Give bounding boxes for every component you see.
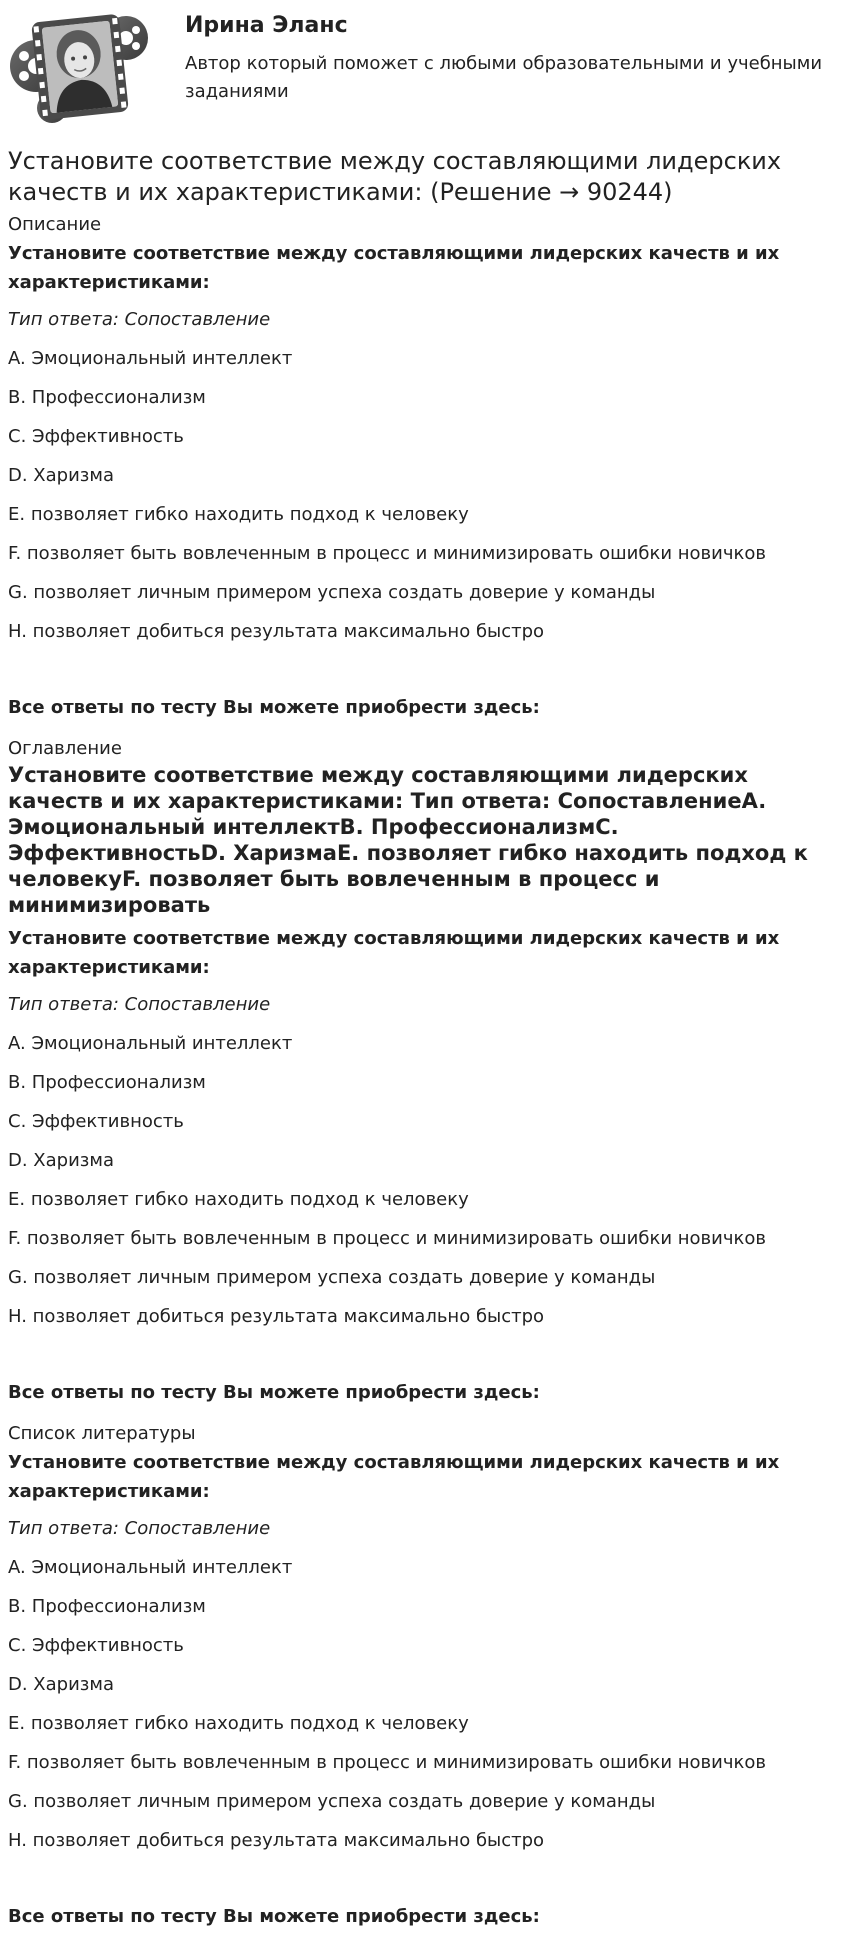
option-item: E. позволяет гибко находить подход к человеку — [8, 1189, 469, 1210]
main-content — [8, 146, 838, 1929]
section-references — [8, 1423, 838, 1929]
option-item: G. позволяет личным примером успеха создать доверие у команды — [8, 1267, 656, 1288]
option-item: B. Профессионализм — [8, 1072, 206, 1093]
option-item: B. Профессионализм — [8, 1596, 206, 1617]
buy-note: Все ответы по тесту Вы можете приобрести здесь: — [8, 1906, 540, 1927]
buy-note: Все ответы по тесту Вы можете приобрести здесь: — [8, 1382, 540, 1403]
answer-type: Тип ответа: Сопоставление — [8, 309, 271, 330]
option-item: B. Профессионализм — [8, 387, 206, 408]
option-item: A. Эмоциональный интеллект — [8, 1557, 293, 1578]
option-item: G. позволяет личным примером успеха создать доверие у команды — [8, 1791, 656, 1812]
option-item: E. позволяет гибко находить подход к человеку — [8, 1713, 469, 1734]
option-item: F. позволяет быть вовлеченным в процесс и минимизировать ошибки новичков — [8, 1228, 766, 1249]
question-text: Установите соответствие между составляющими лидерских качеств и их характеристиками: — [8, 243, 780, 293]
author-header — [0, 0, 847, 135]
option-item: F. позволяет быть вовлеченным в процесс и минимизировать ошибки новичков — [8, 543, 766, 564]
option-item: D. Харизма — [8, 465, 114, 486]
buy-note: Все ответы по тесту Вы можете приобрести здесь: — [8, 697, 540, 718]
option-item: D. Харизма — [8, 1150, 114, 1171]
option-item: H. позволяет добиться результата максимально быстро — [8, 1306, 545, 1327]
option-item: D. Харизма — [8, 1674, 114, 1695]
section-label: Оглавление — [8, 738, 122, 759]
question-text: Установите соответствие между составляющими лидерских качеств и их характеристиками: — [8, 928, 780, 978]
author-description: Автор который поможет с любыми образовательными и учебными заданиями — [185, 53, 823, 102]
option-item: E. позволяет гибко находить подход к человеку — [8, 504, 469, 525]
option-item: H. позволяет добиться результата максимально быстро — [8, 1830, 545, 1851]
section-table-of-contents — [8, 738, 838, 1405]
option-item: G. позволяет личным примером успеха создать доверие у команды — [8, 582, 656, 603]
option-item: A. Эмоциональный интеллект — [8, 1033, 293, 1054]
question-text: Установите соответствие между составляющими лидерских качеств и их характеристиками: — [8, 1452, 780, 1502]
toc-heading: Установите соответствие между составляющими лидерских качеств и их характеристиками: Тип ответа: СопоставлениеA. Эмоциональный интеллектB. ПрофессионализмC. ЭффективностьD. ХаризмаE. позволяет гибко находить подход к человекуF. позволяет быть вовлеченным в процесс и минимизировать — [8, 763, 808, 917]
option-item: H. позволяет добиться результата максимально быстро — [8, 621, 545, 642]
option-item: C. Эффективность — [8, 1111, 184, 1132]
section-label: Описание — [8, 214, 102, 235]
option-item: C. Эффективность — [8, 1635, 184, 1656]
author-avatar — [8, 8, 150, 126]
answer-type: Тип ответа: Сопоставление — [8, 994, 271, 1015]
author-name: Ирина Эланс — [185, 13, 348, 38]
page-title: Установите соответствие между составляющими лидерских качеств и их характеристиками: (Решение → 90244) — [8, 147, 782, 206]
section-description — [8, 214, 838, 720]
option-item: F. позволяет быть вовлеченным в процесс и минимизировать ошибки новичков — [8, 1752, 766, 1773]
section-label: Список литературы — [8, 1423, 196, 1444]
option-item: A. Эмоциональный интеллект — [8, 348, 293, 369]
option-item: C. Эффективность — [8, 426, 184, 447]
answer-type: Тип ответа: Сопоставление — [8, 1518, 271, 1539]
